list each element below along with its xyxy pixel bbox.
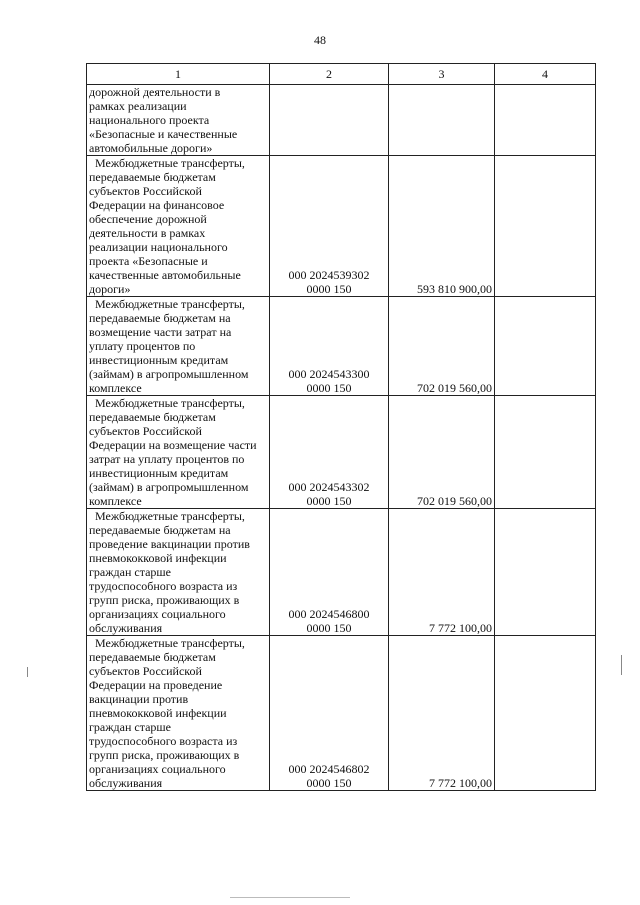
description-line: Межбюджетные трансферты, (95, 156, 245, 170)
description-line: проведение вакцинации против (89, 537, 250, 551)
description-line: уплату процентов по (89, 339, 196, 353)
description-line: затрат на уплату процентов по (89, 452, 245, 466)
column-header-1: 1 (87, 64, 270, 85)
column-header-3: 3 (389, 64, 495, 85)
description-line: реализации национального (89, 240, 228, 254)
amount-cell: 7 772 100,00 (389, 509, 495, 636)
description-line: проекта «Безопасные и (89, 254, 208, 268)
description-line: групп риска, проживающих в (89, 593, 240, 607)
budget-code-line: 000 2024539302 (288, 268, 370, 282)
description-line: инвестиционным кредитам (89, 353, 229, 367)
description-line: деятельности в рамках (89, 226, 206, 240)
column-4-cell (495, 156, 596, 297)
description-line: передаваемые бюджетам на (89, 523, 231, 537)
budget-code-cell (270, 85, 389, 156)
scan-mark (621, 655, 622, 675)
description-line: Федерации на проведение (89, 678, 223, 692)
table-body (87, 85, 596, 791)
description-line: пневмококковой инфекции (89, 551, 227, 565)
budget-code-cell (270, 297, 389, 396)
column-4-cell (495, 297, 596, 396)
description-line: дорожной деятельности в (89, 85, 221, 99)
amount-cell: 702 019 560,00 (389, 297, 495, 396)
budget-code-line: 000 2024546802 (288, 762, 370, 776)
description-line: качественные автомобильные (89, 268, 241, 282)
budget-code-cell (270, 396, 389, 509)
budget-table (86, 63, 596, 791)
scan-line (230, 897, 350, 898)
description-line: вакцинации против (89, 692, 189, 706)
description-line: граждан старше (89, 565, 172, 579)
table-row (87, 156, 596, 297)
description-line: субъектов Российской (89, 664, 202, 678)
column-header-4: 4 (495, 64, 596, 85)
budget-code-cell (270, 156, 389, 297)
table-row (87, 396, 596, 509)
description-line: комплексе (89, 381, 142, 395)
budget-code-line: 0000 150 (306, 621, 352, 635)
description-cell (87, 297, 270, 396)
table-row (87, 297, 596, 396)
description-line: комплексе (89, 494, 142, 508)
description-line: Федерации на возмещение части (89, 438, 257, 452)
description-line: субъектов Российской (89, 184, 202, 198)
description-line: пневмококковой инфекции (89, 706, 227, 720)
budget-code-line: 000 2024543302 (288, 480, 370, 494)
description-line: передаваемые бюджетам (89, 650, 216, 664)
description-line: обслуживания (89, 776, 163, 790)
description-line: обслуживания (89, 621, 163, 635)
description-cell (87, 156, 270, 297)
column-4-cell (495, 396, 596, 509)
page-number: 48 (314, 33, 326, 47)
budget-code-line: 0000 150 (306, 282, 352, 296)
description-line: рамках реализации (89, 99, 187, 113)
description-line: передаваемые бюджетам (89, 170, 216, 184)
description-line: (займам) в агропромышленном (89, 480, 249, 494)
column-4-cell (495, 636, 596, 791)
description-line: Федерации на финансовое (89, 198, 225, 212)
budget-code-line: 0000 150 (306, 381, 352, 395)
table-header-row (87, 64, 596, 85)
description-line: Межбюджетные трансферты, (95, 396, 245, 410)
description-cell (87, 396, 270, 509)
description-line: трудоспособного возраста из (89, 734, 238, 748)
amount-cell: 702 019 560,00 (389, 396, 495, 509)
budget-code-line: 0000 150 (306, 494, 352, 508)
description-line: передаваемые бюджетам (89, 410, 216, 424)
description-line: передаваемые бюджетам на (89, 311, 231, 325)
description-line: субъектов Российской (89, 424, 202, 438)
description-line: Межбюджетные трансферты, (95, 636, 245, 650)
amount-cell: 593 810 900,00 (389, 156, 495, 297)
description-line: организациях социального (89, 762, 226, 776)
description-line: автомобильные дороги» (89, 141, 213, 155)
budget-code-line: 000 2024546800 (288, 607, 370, 621)
table-row (87, 636, 596, 791)
column-4-cell (495, 509, 596, 636)
table-row (87, 509, 596, 636)
description-line: дороги» (89, 282, 131, 296)
table-row (87, 85, 596, 156)
amount-cell (389, 85, 495, 156)
description-line: «Безопасные и качественные (89, 127, 238, 141)
description-line: организациях социального (89, 607, 226, 621)
description-line: трудоспособного возраста из (89, 579, 238, 593)
description-line: национального проекта (89, 113, 210, 127)
budget-code-line: 000 2024543300 (288, 367, 370, 381)
description-line: (займам) в агропромышленном (89, 367, 249, 381)
description-line: инвестиционным кредитам (89, 466, 229, 480)
column-4-cell (495, 85, 596, 156)
description-cell (87, 85, 270, 156)
budget-code-cell (270, 636, 389, 791)
description-line: Межбюджетные трансферты, (95, 509, 245, 523)
description-line: возмещение части затрат на (89, 325, 232, 339)
description-line: групп риска, проживающих в (89, 748, 240, 762)
description-line: Межбюджетные трансферты, (95, 297, 245, 311)
description-line: граждан старше (89, 720, 172, 734)
description-cell (87, 509, 270, 636)
description-cell (87, 636, 270, 791)
amount-cell: 7 772 100,00 (389, 636, 495, 791)
budget-code-line: 0000 150 (306, 776, 352, 790)
description-line: обеспечение дорожной (89, 212, 207, 226)
column-header-2: 2 (270, 64, 389, 85)
budget-code-cell (270, 509, 389, 636)
scan-mark (27, 667, 28, 677)
